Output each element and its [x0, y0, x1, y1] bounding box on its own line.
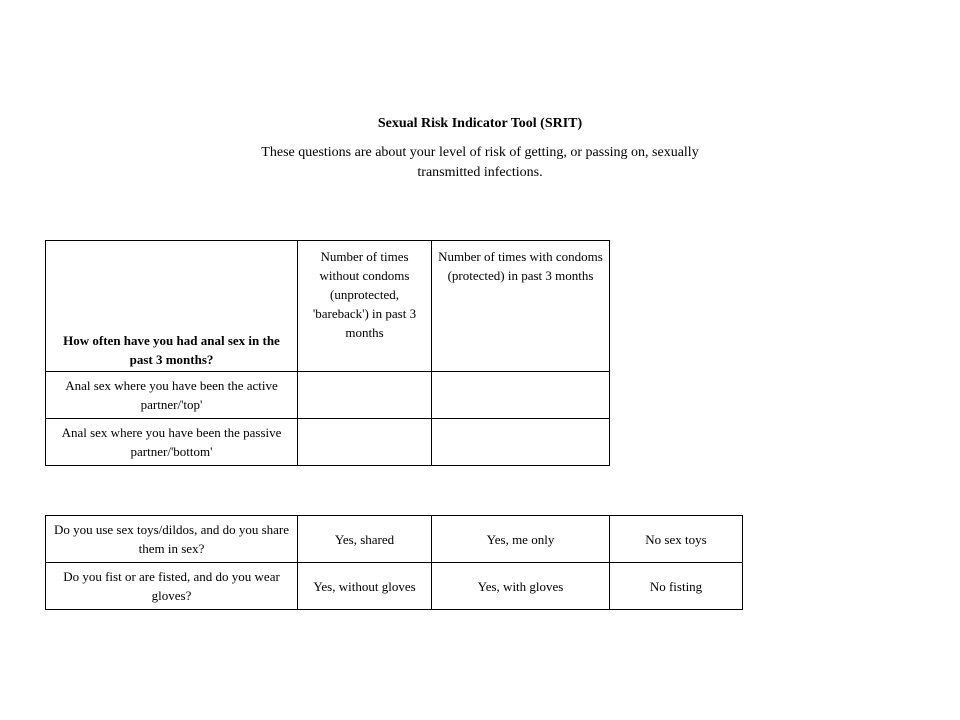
- row-label-passive: Anal sex where you have been the passive partner/'bottom': [46, 419, 298, 466]
- intro-text: These questions are about your level of risk of getting, or passing on, sexually transmitted infections.: [261, 145, 699, 180]
- page-title: Sexual Risk Indicator Tool (SRIT): [377, 116, 583, 131]
- header-with-after: condoms (protected) in past 3 months: [447, 249, 603, 283]
- table-row: [46, 419, 610, 466]
- answer-cell-passive-with[interactable]: [432, 419, 610, 466]
- table-header-row: [46, 241, 610, 372]
- answer-cell-active-with[interactable]: [432, 372, 610, 419]
- option-yes-shared[interactable]: Yes, shared: [298, 516, 432, 563]
- header-without-condoms: [298, 241, 432, 372]
- anal-sex-question: How often have you had anal sex in the past 3 months?: [46, 241, 298, 372]
- table-row: [46, 372, 610, 419]
- answer-cell-passive-without[interactable]: [298, 419, 432, 466]
- option-yes-me-only[interactable]: Yes, me only: [432, 516, 610, 563]
- header-with-condoms: [432, 241, 610, 372]
- header-without-before: Number of times: [320, 249, 409, 264]
- row-label-active: Anal sex where you have been the active partner/'top': [46, 372, 298, 419]
- header-with-before: Number of times: [438, 249, 530, 264]
- anal-sex-table: [45, 240, 610, 466]
- option-yes-with-gloves[interactable]: Yes, with gloves: [432, 563, 610, 610]
- table-row: [46, 516, 743, 563]
- toys-fisting-table: [45, 515, 743, 610]
- option-no-fisting[interactable]: No fisting: [610, 563, 743, 610]
- question-fisting: Do you fist or are fisted, and do you wear gloves?: [46, 563, 298, 610]
- question-sex-toys: Do you use sex toys/dildos, and do you share them in sex?: [46, 516, 298, 563]
- table-row: [46, 563, 743, 610]
- header-without-emph: without: [319, 268, 360, 283]
- header-without-after: condoms (unprotected, 'bareback') in past 3 months: [312, 268, 417, 340]
- answer-cell-active-without[interactable]: [298, 372, 432, 419]
- header-with-emph: with: [529, 249, 553, 264]
- option-no-sex-toys[interactable]: No sex toys: [610, 516, 743, 563]
- option-yes-without-gloves[interactable]: Yes, without gloves: [298, 563, 432, 610]
